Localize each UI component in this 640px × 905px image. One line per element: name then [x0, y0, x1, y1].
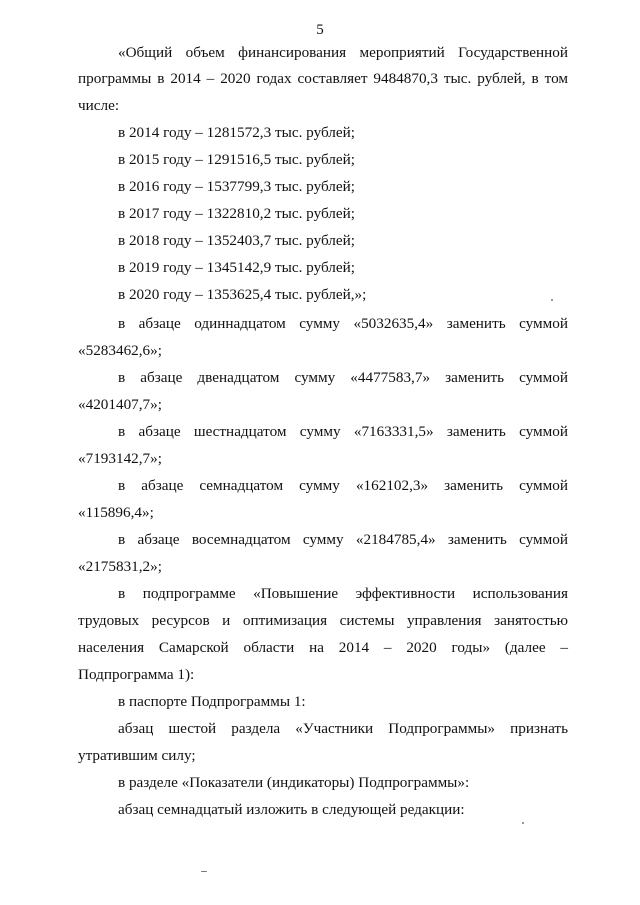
text-line: программы в 2014 – 2020 годах составляет 9484870,3 тыс. рублей, в том: [78, 70, 568, 87]
text-line: утратившим силу;: [78, 747, 196, 764]
text-line: абзац семнадцатый изложить в следующей редакции:: [118, 801, 465, 818]
text-line: в 2017 году – 1322810,2 тыс. рублей;: [118, 205, 355, 222]
text-line: в абзаце шестнадцатом сумму «7163331,5» заменить суммой: [118, 423, 568, 440]
text-line: в 2019 году – 1345142,9 тыс. рублей;: [118, 259, 355, 276]
text-line: в паспорте Подпрограммы 1:: [118, 693, 306, 710]
text-line: в 2014 году – 1281572,3 тыс. рублей;: [118, 124, 355, 141]
text-line: в абзаце семнадцатом сумму «162102,3» заменить суммой: [118, 477, 568, 494]
text-line: «5283462,6»;: [78, 342, 162, 359]
text-line: в 2018 году – 1352403,7 тыс. рублей;: [118, 232, 355, 249]
text-line: «7193142,7»;: [78, 450, 162, 467]
text-line: «4201407,7»;: [78, 396, 162, 413]
text-line: в 2020 году – 1353625,4 тыс. рублей,»;: [118, 286, 367, 303]
text-line: Подпрограмма 1):: [78, 666, 195, 683]
scan-speck: [551, 299, 553, 301]
scan-speck: [201, 871, 207, 872]
text-line: в подпрограмме «Повышение эффективности использования: [118, 585, 568, 602]
text-line: в абзаце одиннадцатом сумму «5032635,4» заменить суммой: [118, 315, 568, 332]
page-number: 5: [316, 22, 324, 38]
text-line: числе:: [78, 97, 120, 114]
text-line: в 2015 году – 1291516,5 тыс. рублей;: [118, 151, 355, 168]
text-line: трудовых ресурсов и оптимизация системы управления занятостью: [78, 612, 568, 629]
text-line: в абзаце двенадцатом сумму «4477583,7» заменить суммой: [118, 369, 568, 386]
text-line: в разделе «Показатели (индикаторы) Подпрограммы»:: [118, 774, 470, 791]
text-line: «115896,4»;: [78, 504, 154, 521]
text-line: в абзаце восемнадцатом сумму «2184785,4» заменить суммой: [118, 531, 568, 548]
text-line: «2175831,2»;: [78, 558, 162, 575]
text-line: населения Самарской области на 2014 – 2020 годы» (далее –: [78, 639, 568, 656]
text-line: «Общий объем финансирования мероприятий Государственной: [118, 44, 568, 61]
text-line: абзац шестой раздела «Участники Подпрограммы» признать: [118, 720, 568, 737]
scan-speck: [522, 822, 524, 824]
text-line: в 2016 году – 1537799,3 тыс. рублей;: [118, 178, 355, 195]
